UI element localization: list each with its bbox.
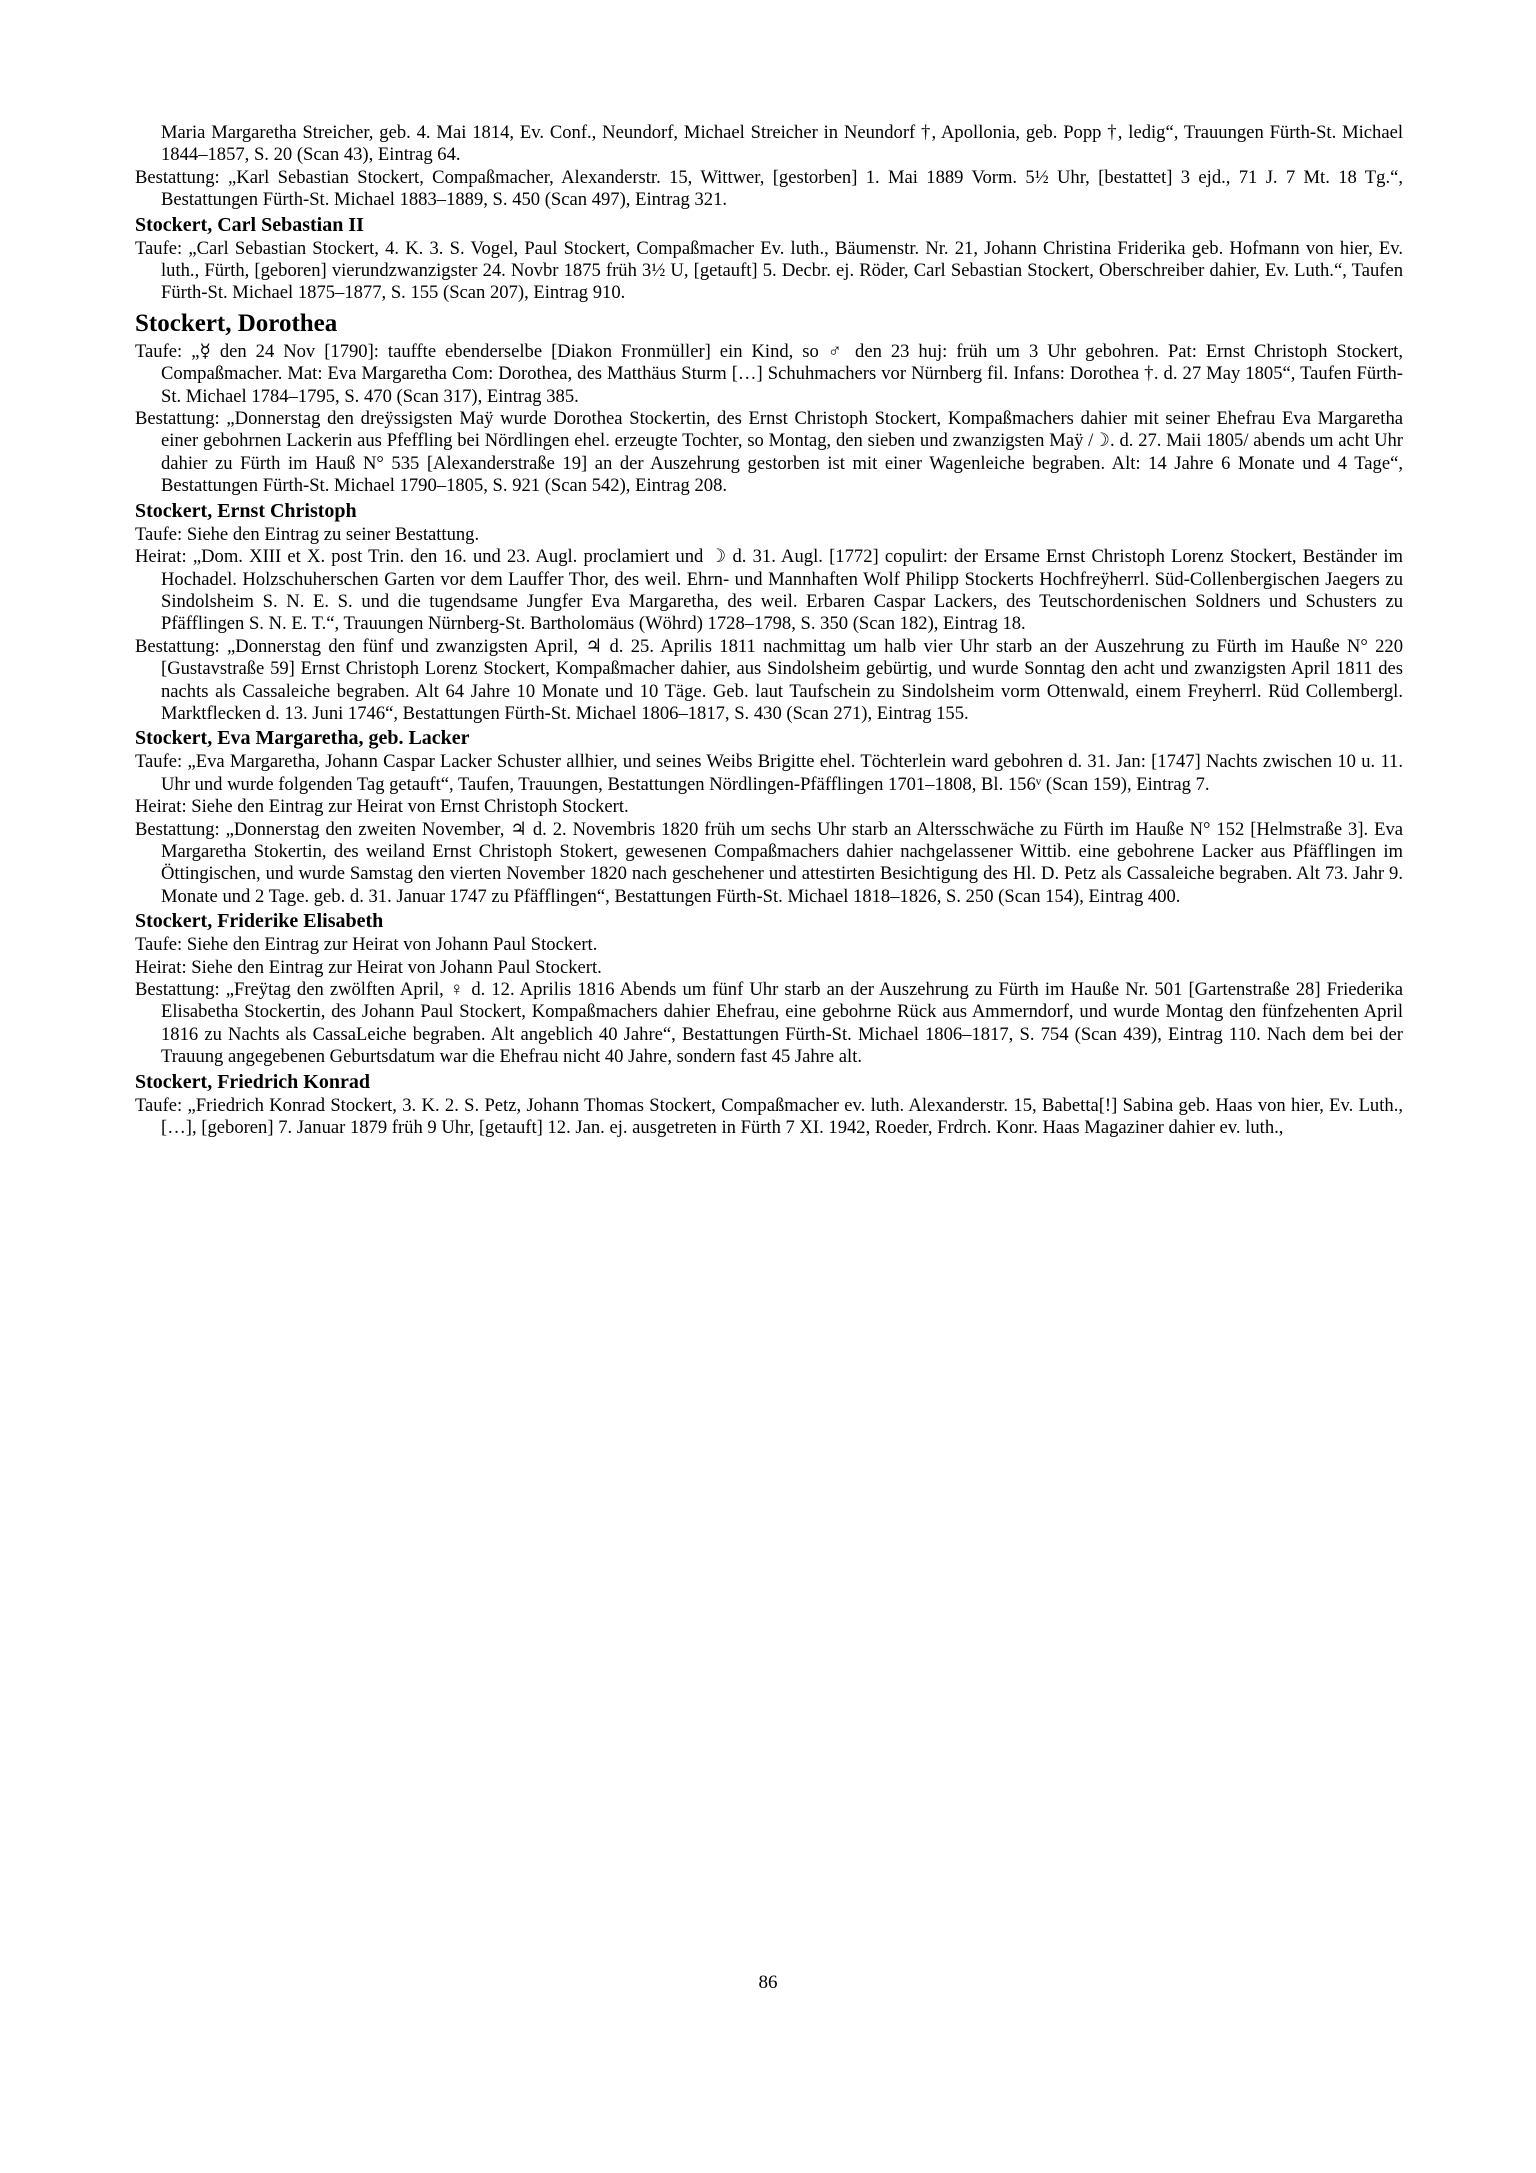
record-paragraph: Bestattung: „Donnerstag den dreÿssigsten Maÿ wurde Dorothea Stockertin, des Ernst Christoph Stockert, Kompaßmachers dahier mit seiner Ehefrau Eva Margaretha einer gebohrnen Lackerin aus Pfeffling bei Nördlingen ehel. erzeugte Tochter, so Montag, den sieben und zwanzigsten Maÿ /☽. d. 27. Maii 1805/ abends um acht Uhr dahier zu Fürth im Hauß N° 535 [Alexanderstraße 19] an der Auszehrung gestorben ist mit einer Wagenleiche begraben. Alt: 14 Jahre 6 Monate und 4 Tage“, Bestattungen Fürth-St. Michael 1790–1805, S. 921 (Scan 542), Eintrag 208. [135,408,1403,497]
section-heading: Stockert, Friedrich Konrad [135,1070,370,1093]
record-paragraph: Taufe: Siehe den Eintrag zur Heirat von Johann Paul Stockert. [135,934,598,956]
section-heading-large: Stockert, Dorothea [135,309,338,337]
record-paragraph: Taufe: „Friedrich Konrad Stockert, 3. K. 2. S. Petz, Johann Thomas Stockert, Compaßmacher ev. luth. Alexanderstr. 15, Babetta[!] Sabina geb. Haas von hier, Ev. Luth., […], [geboren] 7. Januar 1879 früh 9 Uhr, [getauft] 12. Jan. ej. ausgetreten in Fürth 7 XI. 1942, Roeder, Frdrch. Konr. Haas Magaziner dahier ev. luth., [135,1094,1403,1139]
record-paragraph: Heirat: „Dom. XIII et X. post Trin. den 16. und 23. Augl. proclamiert und ☽ d. 31. Augl. [1772] copulirt: der Ersame Ernst Christoph Lorenz Stockert, Beständer im Hochadel. Holzschuherschen Garten vor dem Lauffer Thor, des weil. Ehrn- und Mannhaften Wolf Philipp Stockerts Hochfreÿherrl. Süd-Collenbergischen Jaegers zu Sindolsheim S. N. E. S. und die tugendsame Jungfer Eva Margaretha, des weil. Erbaren Caspar Lackers, des Teutschordenischen Soldners und Schusters zu Pfäfflingen S. N. E. T.“, Trauungen Nürnberg-St. Bartholomäus (Wöhrd) 1728–1798, S. 350 (Scan 182), Eintrag 18. [135,546,1403,635]
record-paragraph: Bestattung: „Donnerstag den fünf und zwanzigsten April, ♃ d. 25. Aprilis 1811 nachmittag um halb vier Uhr starb an der Auszehrung zu Fürth im Hauße N° 220 [Gustavstraße 59] Ernst Christoph Lorenz Stockert, Kompaßmacher dahier, aus Sindolsheim gebürtig, und wurde Sonntag den acht und zwanzigsten April 1811 des nachts als Cassaleiche begraben. Alt 64 Jahre 10 Monate und 10 Täge. Geb. laut Taufschein zu Sindolsheim vorm Ottenwald, einem Freyherrl. Rüd Collembergl. Marktflecken d. 13. Juni 1746“, Bestattungen Fürth-St. Michael 1806–1817, S. 430 (Scan 271), Eintrag 155. [135,635,1403,724]
record-paragraph: Bestattung: „Donnerstag den zweiten November, ♃ d. 2. Novembris 1820 früh um sechs Uhr starb an Altersschwäche zu Fürth im Hauße N° 152 [Helmstraße 3]. Eva Margaretha Stokertin, des weiland Ernst Christoph Stokert, gewesenen Compaßmachers dahier nachgelassener Wittib. eine gebohrene Lacker aus Pfäfflingen im Öttingischen, und wurde Samstag den vierten November 1820 nach geschehener und attestirten Besichtigung des Hl. D. Petz als Cassaleiche begraben. Alt 73. Jahr 9. Monate und 2 Tage. geb. d. 31. Januar 1747 zu Pfäfflingen“, Bestattungen Fürth-St. Michael 1818–1826, S. 250 (Scan 154), Eintrag 400. [135,818,1403,907]
record-paragraph: Taufe: „Carl Sebastian Stockert, 4. K. 3. S. Vogel, Paul Stockert, Compaßmacher Ev. luth., Bäumenstr. Nr. 21, Johann Christina Friderika geb. Hofmann von hier, Ev. luth., Fürth, [geboren] vierundzwanzigster 24. Novbr 1875 früh 3½ U, [getauft] 5. Decbr. ej. Röder, Carl Sebastian Stockert, Oberschreiber dahier, Ev. Luth.“, Taufen Fürth-St. Michael 1875–1877, S. 155 (Scan 207), Eintrag 910. [135,237,1403,304]
section-heading: Stockert, Carl Sebastian II [135,213,364,236]
record-paragraph: Taufe: „☿ den 24 Nov [1790]: tauffte ebenderselbe [Diakon Fronmüller] ein Kind, so ♂ den 23 huj: früh um 3 Uhr gebohren. Pat: Ernst Christoph Stockert, Compaßmacher. Mat: Eva Margaretha Com: Dorothea, des Matthäus Sturm […] Schuhmachers vor Nürnberg fil. Infans: Dorothea †. d. 27 May 1805“, Taufen Fürth-St. Michael 1784–1795, S. 470 (Scan 317), Eintrag 385. [135,340,1403,407]
section-heading: Stockert, Friderike Elisabeth [135,910,384,933]
continuation-paragraph: Maria Margaretha Streicher, geb. 4. Mai 1814, Ev. Conf., Neundorf, Michael Streicher in Neundorf †, Apollonia, geb. Popp †, ledig“, Trauungen Fürth-St. Michael 1844–1857, S. 20 (Scan 43), Eintrag 64. [161,122,1403,166]
page-number: 86 [758,1972,778,1993]
record-paragraph: Bestattung: „Freÿtag den zwölften April, ♀ d. 12. Aprilis 1816 Abends um fünf Uhr starb an der Auszehrung zu Fürth im Hauße Nr. 501 [Gartenstraße 28] Friederika Elisabetha Stockertin, des Johann Paul Stockert, Kompaßmachers dahier Ehefrau, eine gebohrne Rück aus Ammerndorf, und wurde Montag den fünfzehenten April 1816 zu Nachts als CassaLeiche begraben. Alt angeblich 40 Jahre“, Bestattungen Fürth-St. Michael 1806–1817, S. 754 (Scan 439), Eintrag 110. Nach dem bei der Trauung angegebenen Geburtsdatum war die Ehefrau nicht 40 Jahre, sondern fast 45 Jahre alt. [135,979,1403,1068]
record-paragraph: Bestattung: „Karl Sebastian Stockert, Compaßmacher, Alexanderstr. 15, Wittwer, [gestorben] 1. Mai 1889 Vorm. 5½ Uhr, [bestattet] 3 ejd., 71 J. 7 Mt. 18 Tg.“, Bestattungen Fürth-St. Michael 1883–1889, S. 450 (Scan 497), Eintrag 321. [135,166,1403,211]
record-paragraph: Taufe: Siehe den Eintrag zu seiner Bestattung. [135,523,480,545]
section-heading: Stockert, Ernst Christoph [135,499,357,522]
record-paragraph: Taufe: „Eva Margaretha, Johann Caspar Lacker Schuster allhier, und seines Weibs Brigitte ehel. Töchterlein ward gebohren d. 31. Jan: [1747] Nachts zwischen 10 u. 11. Uhr und wurde folgenden Tag getauft“, Taufen, Trauungen, Bestattungen Nördlingen-Pfäfflingen 1701–1808, Bl. 156ᵛ (Scan 159), Eintrag 7. [135,751,1403,795]
record-paragraph: Heirat: Siehe den Eintrag zur Heirat von Johann Paul Stockert. [135,956,602,978]
section-heading: Stockert, Eva Margaretha, geb. Lacker [135,727,470,750]
page-content [135,122,1403,1139]
record-paragraph: Heirat: Siehe den Eintrag zur Heirat von Ernst Christoph Stockert. [135,796,629,818]
